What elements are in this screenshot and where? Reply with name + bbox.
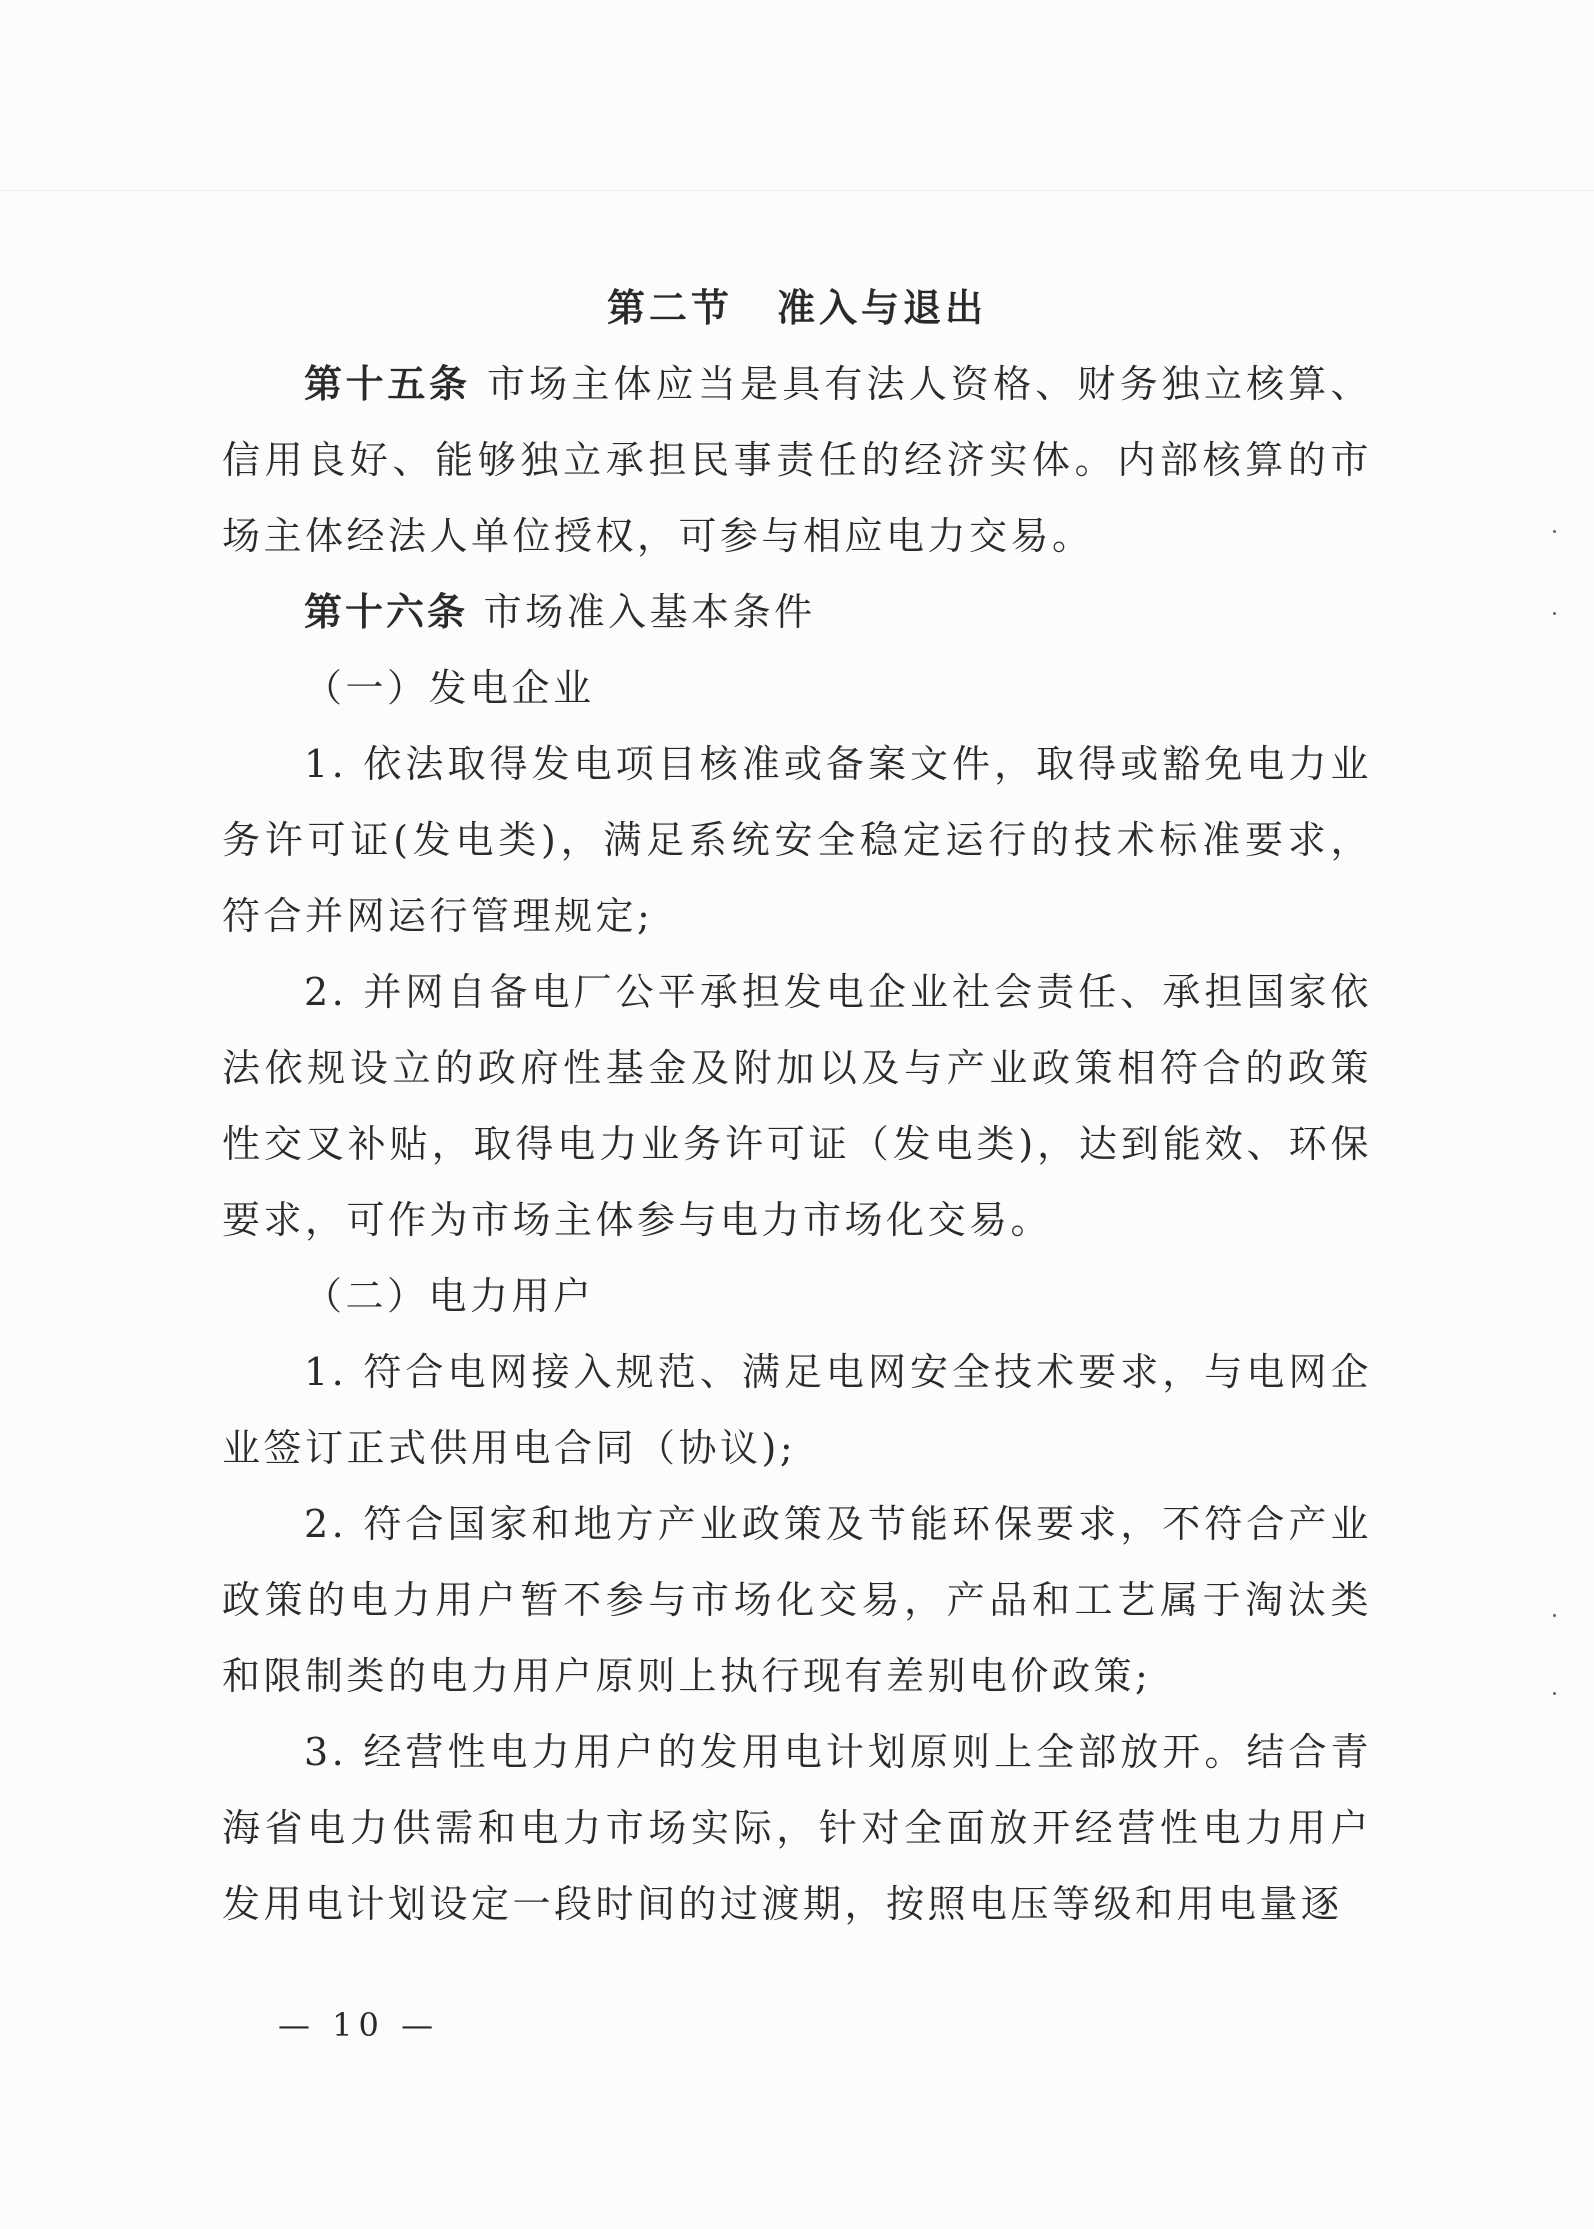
paragraph-text: 3. 经营性电力用户的发用电计划原则上全部放开。结合青海省电力供需和电力市场实际，针对全面放开经营性电力用户发用电计划设定一段时间的过渡期，按照电压等级和用电量逐 [222,1730,1372,1926]
paragraph-text: （二）电力用户 [304,1274,595,1318]
user-item-1 [222,1334,1372,1486]
section-number: 第二节 [606,286,733,330]
article-text: 市场主体应当是具有法人资格、财务独立核算、信用良好、能够独立承担民事责任的经济实体。内部核算的市场主体经法人单位授权，可参与相应电力交易。 [222,362,1372,558]
scan-speck [1553,1692,1556,1695]
generator-item-2 [222,954,1372,1258]
section-name: 准入与退出 [777,286,988,330]
article-label: 第十六条 [304,590,469,634]
subsection-generators [222,650,1372,726]
scan-speck [1553,1614,1556,1617]
article-16 [222,574,1372,650]
paragraph-text: （一）发电企业 [304,666,595,710]
paragraph-text: 2. 符合国家和地方产业政策及节能环保要求，不符合产业政策的电力用户暂不参与市场化交易，产品和工艺属于淘汰类和限制类的电力用户原则上执行现有差别电价政策; [222,1502,1372,1698]
subsection-users [222,1258,1372,1334]
paragraph-text: 1. 依法取得发电项目核准或备案文件，取得或豁免电力业务许可证(发电类)，满足系统安全稳定运行的技术标准要求，符合并网运行管理规定; [222,742,1372,938]
scan-speck [1553,530,1556,533]
scan-speck [1553,612,1556,615]
section-title [222,270,1372,346]
article-text: 市场准入基本条件 [483,590,816,634]
scan-fold-line [0,190,1594,191]
article-label: 第十五条 [304,362,471,406]
paragraph-text: 2. 并网自备电厂公平承担发电企业社会责任、承担国家依法依规设立的政府性基金及附加以及与产业政策相符合的政策性交叉补贴，取得电力业务许可证（发电类)，达到能效、环保要求，可作为市场主体参与电力市场化交易。 [222,970,1372,1242]
paragraph-text: 1. 符合电网接入规范、满足电网安全技术要求，与电网企业签订正式供用电合同（协议); [222,1350,1372,1470]
article-15 [222,346,1372,574]
user-item-2 [222,1486,1372,1714]
generator-item-1 [222,726,1372,954]
page-number: — 10 — [278,2006,440,2044]
user-item-3 [222,1714,1372,1942]
document-body [222,270,1372,1942]
